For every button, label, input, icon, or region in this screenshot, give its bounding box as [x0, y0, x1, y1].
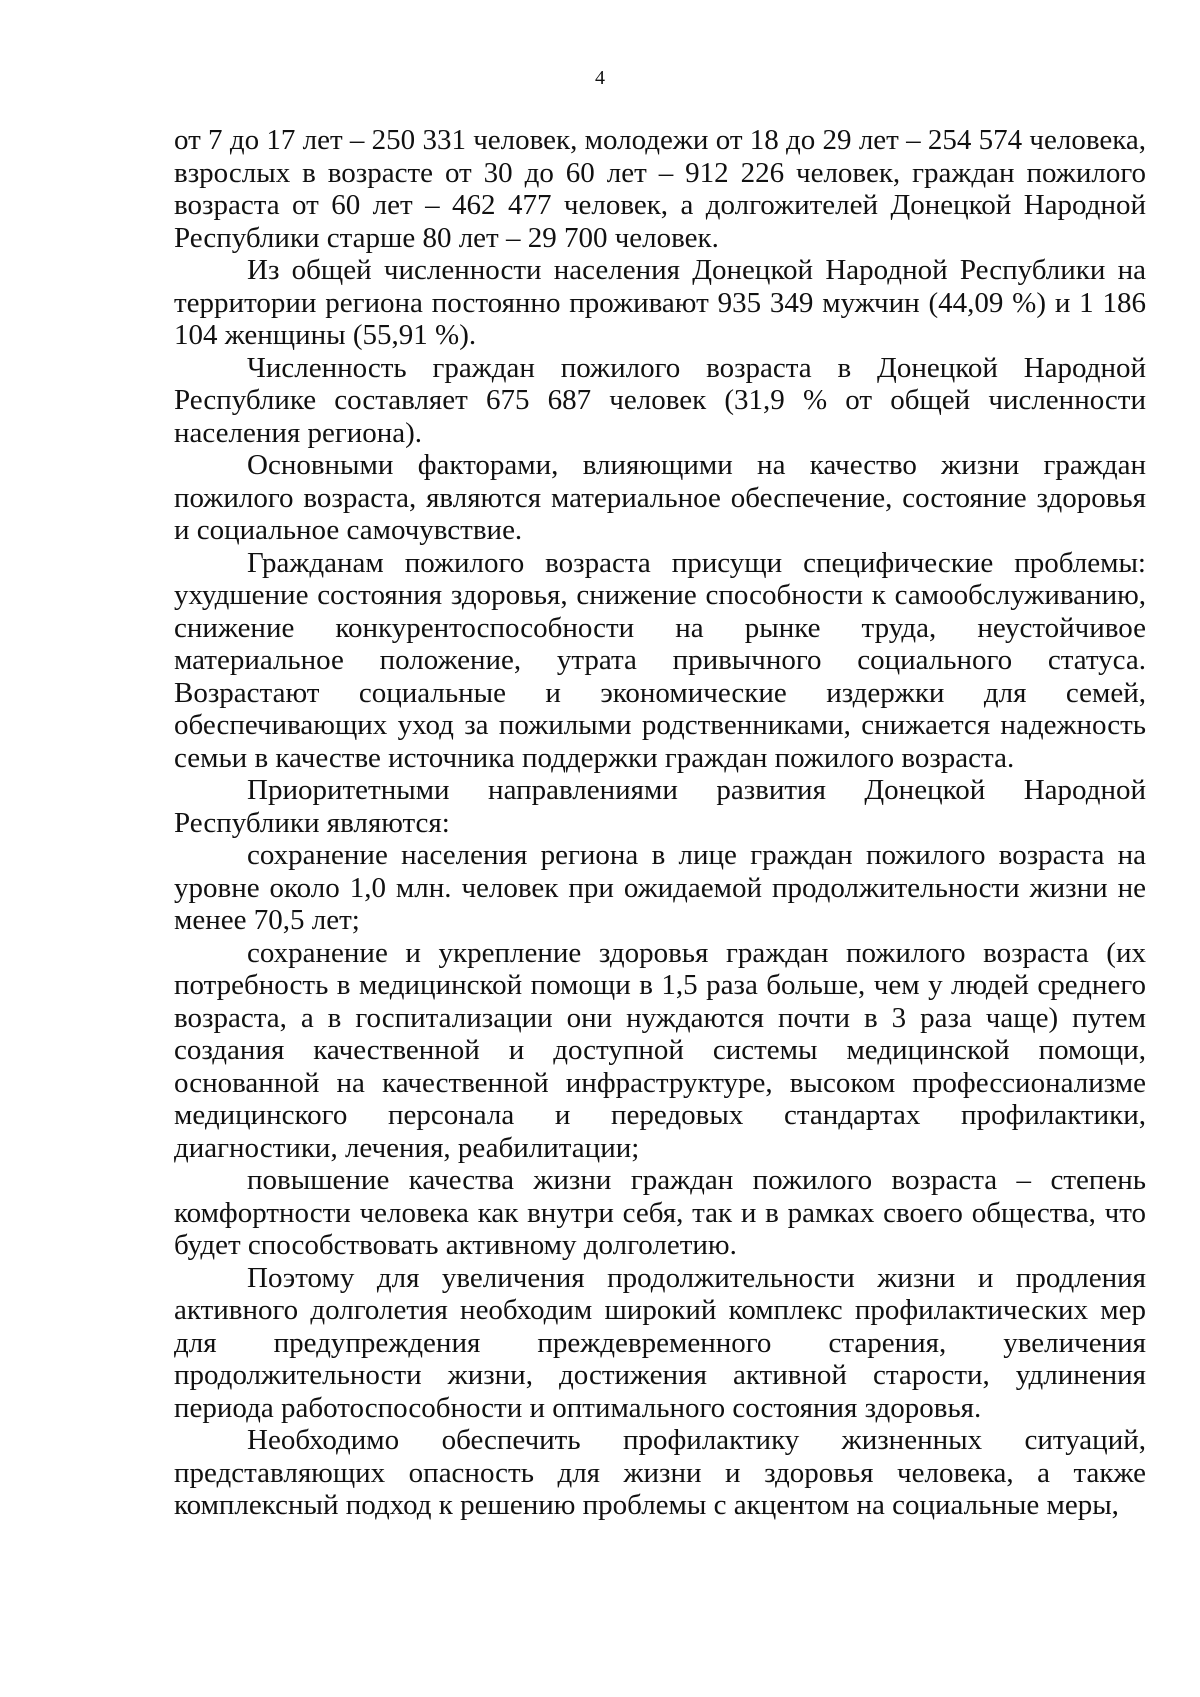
- paragraph-priorities-intro: Приоритетными направлениями развития Донецкой Народной Республики являются:: [174, 774, 1146, 839]
- paragraph-age-groups-continued: от 7 до 17 лет – 250 331 человек, молодежи от 18 до 29 лет – 254 574 человека, взрослых в возрасте от 30 до 60 лет – 912 226 человек, граждан пожилого возраста от 60 лет – 462 477 человек, а долгожителей Донецкой Народной Республики старше 80 лет – 29 700 человек.: [174, 124, 1146, 254]
- paragraph-elderly-population: Численность граждан пожилого возраста в Донецкой Народной Республике составляет 675 687 человек (31,9 % от общей численности населения региона).: [174, 351, 1146, 449]
- paragraph-priority-health: сохранение и укрепление здоровья граждан пожилого возраста (их потребность в медицинской помощи в 1,5 раза больше, чем у людей среднего возраста, а в госпитализации они нуждаются почти в 3 раза чаще) путем создания качественной и доступной системы медицинской помощи, основанной на качественной инфраструктуре, высоком профессионализме медицинского персонала и передовых стандартах профилактики, диагностики, лечения, реабилитации;: [174, 936, 1146, 1164]
- paragraph-gender-breakdown: Из общей численности населения Донецкой Народной Республики на территории региона постоянно проживают 935 349 мужчин (44,09 %) и 1 186 104 женщины (55,91 %).: [174, 254, 1146, 351]
- document-body: [174, 124, 1146, 1522]
- paragraph-elderly-problems: Гражданам пожилого возраста присущи специфические проблемы: ухудшение состояния здоровья, снижение способности к самообслуживанию, снижение конкурентоспособности на рынке труда, неустойчивое материальное положение, утрата привычного социального статуса. Возрастают социальные и экономические издержки для семей, обеспечивающих уход за пожилыми родственниками, снижается надежность семьи в качестве источника поддержки граждан пожилого возраста.: [174, 546, 1146, 774]
- page-number: 4: [595, 67, 605, 89]
- paragraph-risk-prevention: Необходимо обеспечить профилактику жизненных ситуаций, представляющих опасность для жизни и здоровья человека, а также комплексный подход к решению проблемы с акцентом на социальные меры,: [174, 1424, 1146, 1521]
- paragraph-quality-factors: Основными факторами, влияющими на качество жизни граждан пожилого возраста, являются материальное обеспечение, состояние здоровья и социальное самочувствие.: [174, 449, 1146, 546]
- paragraph-priority-quality-of-life: повышение качества жизни граждан пожилого возраста – степень комфортности человека как внутри себя, так и в рамках своего общества, что будет способствовать активному долголетию.: [174, 1164, 1146, 1261]
- paragraph-priority-population: сохранение населения региона в лице граждан пожилого возраста на уровне около 1,0 млн. человек при ожидаемой продолжительности жизни не менее 70,5 лет;: [174, 839, 1146, 936]
- paragraph-prevention-measures: Поэтому для увеличения продолжительности жизни и продления активного долголетия необходим широкий комплекс профилактических мер для предупреждения преждевременного старения, увеличения продолжительности жизни, достижения активной старости, удлинения периода работоспособности и оптимального состояния здоровья.: [174, 1261, 1146, 1424]
